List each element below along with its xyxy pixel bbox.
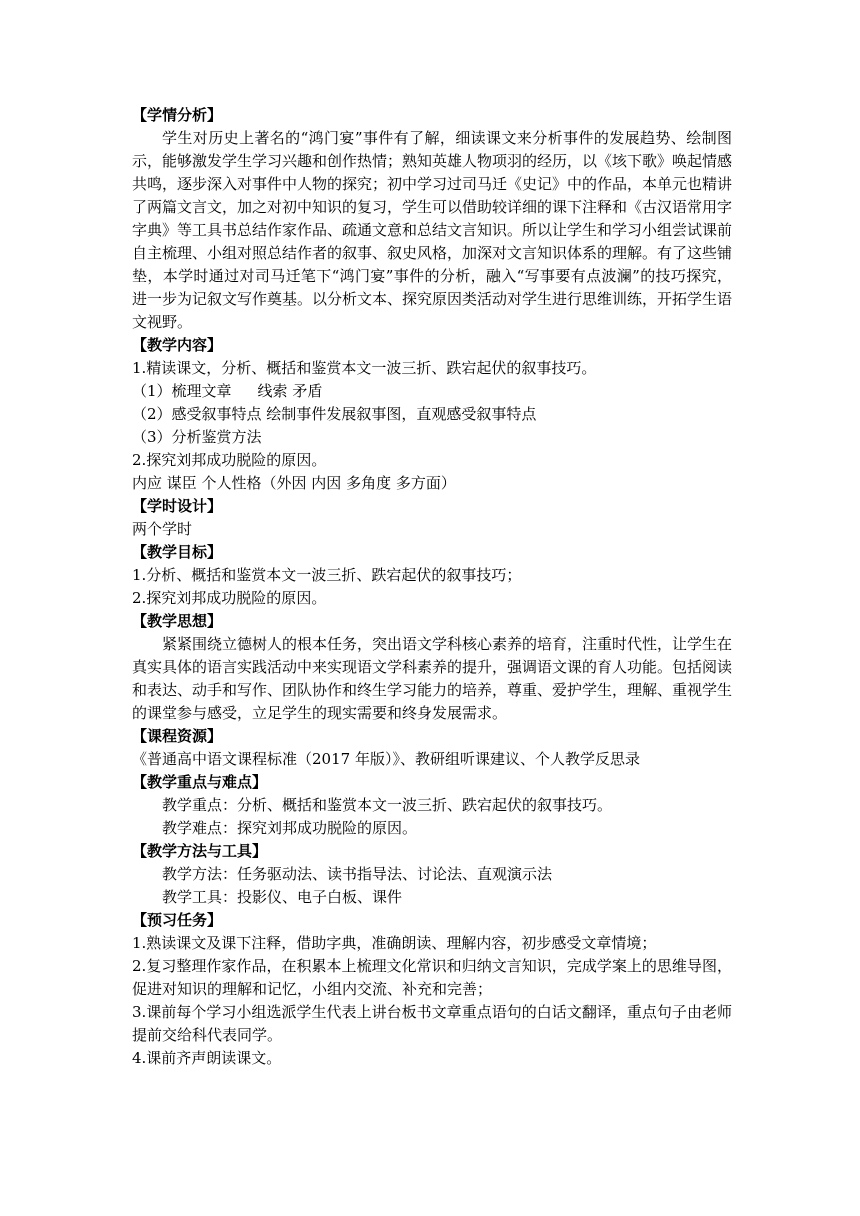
methods-text: 教学方法：任务驱动法、读书指导法、讨论法、直观演示法: [162, 865, 553, 883]
heading-goals: 【教学目标】: [132, 543, 223, 561]
preview-item-1: 1.熟读课文及课下注释，借助字典，准确朗读、理解内容，初步感受文章情境；: [132, 934, 657, 952]
philosophy-text: 紧紧围绕立德树人的根本任务，突出语文学科核心素养的培育，注重时代性，让学生在真实具体的语言实践活动中来实现语文学科素养的提升，强调语文课的育人功能。包括阅读和表达、动手和写作、团队协作和终生学习能力的培养，尊重、爱护学生，理解、重视学生的课堂参与感受，立足学生的现实需要和终身发展需求。: [132, 635, 733, 722]
student-analysis-text: 学生对历史上著名的“鸿门宴”事件有了解，细读课文来分析事件的发展趋势、绘制图示，能够激发学生学习兴趣和创作热情；熟知英雄人物项羽的经历，以《垓下歌》唤起情感共鸣，逐步深入对事件中人物的探究；初中学习过司马迁《史记》中的作品，本单元也精讲了两篇文言文，加之对初中知识的复习，学生可以借助较详细的课下注释和《古汉语常用字字典》等工具书总结作家作品、疏通文意和总结文言知识。所以让学生和学习小组尝试课前自主梳理、小组对照总结作者的叙事、叙史风格，加深对文言知识体系的理解。有了这些铺垫，本学时通过对司马迁笔下“鸿门宴”事件的分析，融入“写事要有点波澜”的技巧探究，进一步为记叙文写作奠基。以分析文本、探究原因类活动对学生进行思维训练，开拓学生语文视野。: [132, 129, 733, 331]
goal-item-2: 2.探究刘邦成功脱险的原因。: [132, 589, 327, 607]
goal-item-1: 1.分析、概括和鉴赏本文一波三折、跌宕起伏的叙事技巧；: [132, 566, 522, 584]
heading-hours: 【学时设计】: [132, 497, 223, 515]
content-sub-3: （3）分析鉴赏方法: [132, 428, 262, 446]
content-sub-1: [132, 380, 732, 403]
content-item-2: 2.探究刘邦成功脱险的原因。: [132, 451, 327, 469]
key-point-text: 教学重点：分析、概括和鉴赏本文一波三折、跌宕起伏的叙事技巧。: [162, 796, 613, 814]
heading-philosophy: 【教学思想】: [132, 612, 223, 630]
preview-item-3: 3.课前每个学习小组选派学生代表上讲台板书文章重点语句的白话文翻译，重点句子由老师提前交给科代表同学。: [132, 1003, 732, 1044]
lesson-plan-document: [132, 104, 732, 1070]
resources-text: 《普通高中语文课程标准（2017 年版）》、教研组听课建议、个人教学反思录: [132, 750, 640, 768]
preview-item-4: 4.课前齐声朗读课文。: [132, 1049, 282, 1067]
content-sub-1-label: （1）梳理文章: [132, 382, 232, 400]
heading-key-points: 【教学重点与难点】: [132, 773, 268, 791]
content-item-2-detail: 内应 谋臣 个人性格（外因 内因 多角度 多方面）: [132, 474, 456, 492]
heading-preview-tasks: 【预习任务】: [132, 911, 223, 929]
content-item-1: 1.精读课文，分析、概括和鉴赏本文一波三折、跌宕起伏的叙事技巧。: [132, 359, 597, 377]
preview-item-2: 2.复习整理作家作品，在积累本上梳理文化常识和归纳文言知识，完成学案上的思维导图，促进对知识的理解和记忆，小组内交流、补充和完善；: [132, 957, 732, 998]
content-sub-1-detail: 线索 矛盾: [257, 382, 323, 400]
heading-methods-tools: 【教学方法与工具】: [132, 842, 268, 860]
content-sub-2: （2）感受叙事特点 绘制事件发展叙事图，直观感受叙事特点: [132, 405, 537, 423]
heading-resources: 【课程资源】: [132, 727, 223, 745]
difficult-point-text: 教学难点：探究刘邦成功脱险的原因。: [162, 819, 418, 837]
tools-text: 教学工具：投影仪、电子白板、课件: [162, 888, 403, 906]
hours-text: 两个学时: [132, 520, 193, 538]
heading-teaching-content: 【教学内容】: [132, 336, 223, 354]
heading-student-analysis: 【学情分析】: [132, 106, 223, 124]
